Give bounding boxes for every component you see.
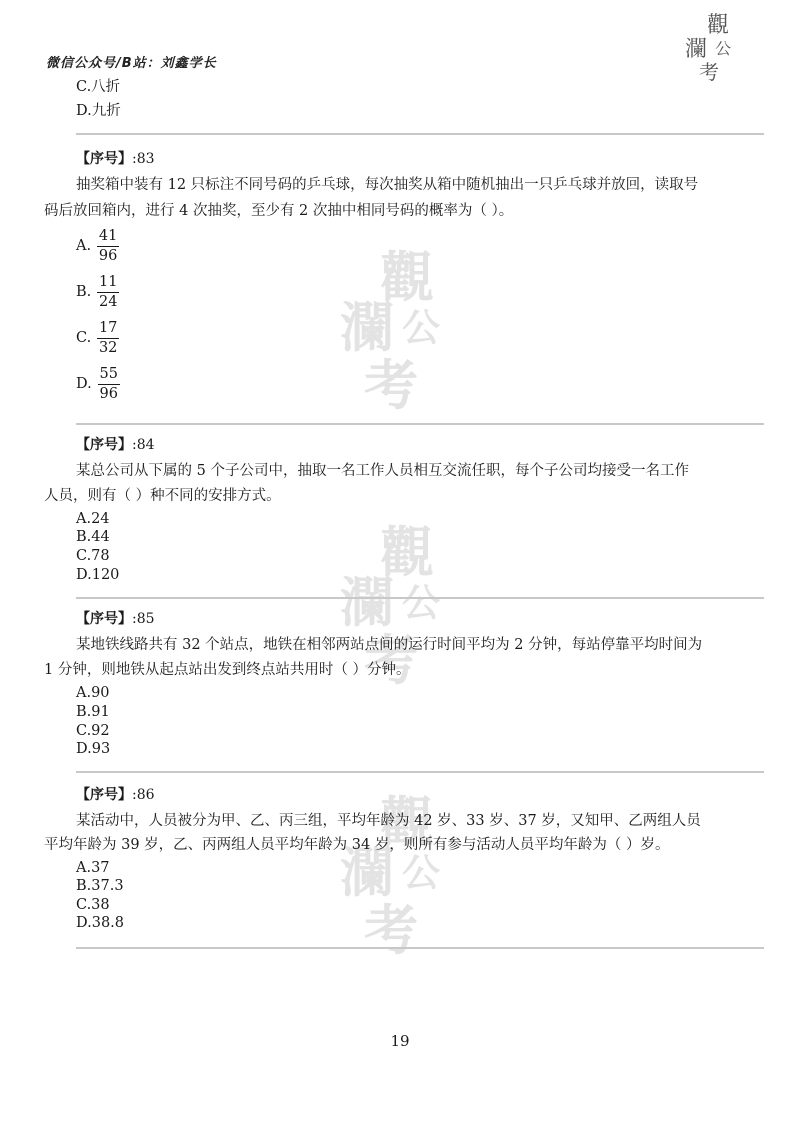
- divider: [76, 423, 764, 425]
- option-b: B. $\frac{11}{24}$: [76, 273, 118, 310]
- option-d: D. $\frac{55}{96}$: [76, 365, 118, 402]
- question-text: 1 分钟，则地铁从起点站出发到终点站共用时（ ）分钟。: [44, 662, 411, 678]
- question-text: 人员，则有（ ）种不同的安排方式。: [44, 488, 281, 504]
- option-a: A. $\frac{41}{96}$: [76, 227, 118, 264]
- option: A.24: [76, 511, 110, 527]
- divider: [76, 597, 764, 599]
- option-c: C. $\frac{17}{32}$: [76, 319, 118, 356]
- logo-char: 公: [715, 39, 732, 58]
- question-header: 【序号】:84: [76, 437, 155, 453]
- divider: [76, 947, 764, 949]
- question-text: 某地铁线路共有 32 个站点，地铁在相邻两站点间的运行时间平均为 2 分钟，每站停靠平均时间为: [76, 637, 703, 653]
- option: B.37.3: [76, 878, 124, 894]
- question-text: 码后放回箱内，进行 4 次抽奖，至少有 2 次抽中相同号码的概率为（ ）。: [44, 203, 514, 219]
- question-text: 某总公司从下属的 5 个子公司中，抽取一名工作人员相互交流任职，每个子公司均接受一名工作: [76, 463, 689, 479]
- logo-char: 觀: [707, 13, 730, 38]
- watermark: 觀 瀾 公 考: [340, 245, 441, 417]
- question-header: 【序号】:85: [76, 611, 155, 627]
- question-text: 某活动中，人员被分为甲、乙、丙三组，平均年龄为 42 岁、33 岁、37 岁，又知甲、乙两组人员: [76, 813, 701, 829]
- question-header: 【序号】:83: [76, 151, 155, 167]
- divider: [76, 771, 764, 773]
- fraction: $\frac{41}{96}$: [98, 227, 118, 264]
- option: D.93: [76, 741, 111, 757]
- divider: [76, 133, 764, 135]
- option: D.120: [76, 567, 120, 583]
- logo-char: 考: [699, 60, 719, 84]
- option: A.37: [76, 860, 110, 876]
- fraction: $\frac{55}{96}$: [99, 365, 118, 402]
- option: C.八折: [76, 79, 121, 95]
- option: C.38: [76, 897, 110, 913]
- option: D.九折: [76, 103, 121, 119]
- option: B.44: [76, 529, 110, 545]
- option: B.91: [76, 704, 110, 720]
- question-text: 抽奖箱中装有 12 只标注不同号码的乒乓球，每次抽奖从箱中随机抽出一只乒乓球并放回，读取号: [76, 177, 699, 193]
- fraction: $\frac{11}{24}$: [99, 273, 118, 310]
- option: D.38.8: [76, 915, 125, 931]
- watermark: 觀 瀾 公 考: [340, 790, 441, 962]
- fraction: $\frac{17}{32}$: [98, 319, 118, 356]
- logo-seal: [685, 8, 749, 84]
- option: C.78: [76, 548, 110, 564]
- page-number: 19: [390, 1032, 410, 1050]
- option: A.90: [76, 685, 110, 701]
- logo-char: 瀾: [685, 37, 708, 62]
- question-text: 平均年龄为 39 岁，乙、丙两组人员平均年龄为 34 岁，则所有参与活动人员平均年龄为（ ）岁。: [44, 837, 670, 853]
- question-header: 【序号】:86: [76, 787, 155, 803]
- header-source: 微信公众号/B站：刘鑫学长: [46, 56, 217, 71]
- option: C.92: [76, 723, 110, 739]
- watermark: 觀 瀾 公 考: [340, 520, 441, 692]
